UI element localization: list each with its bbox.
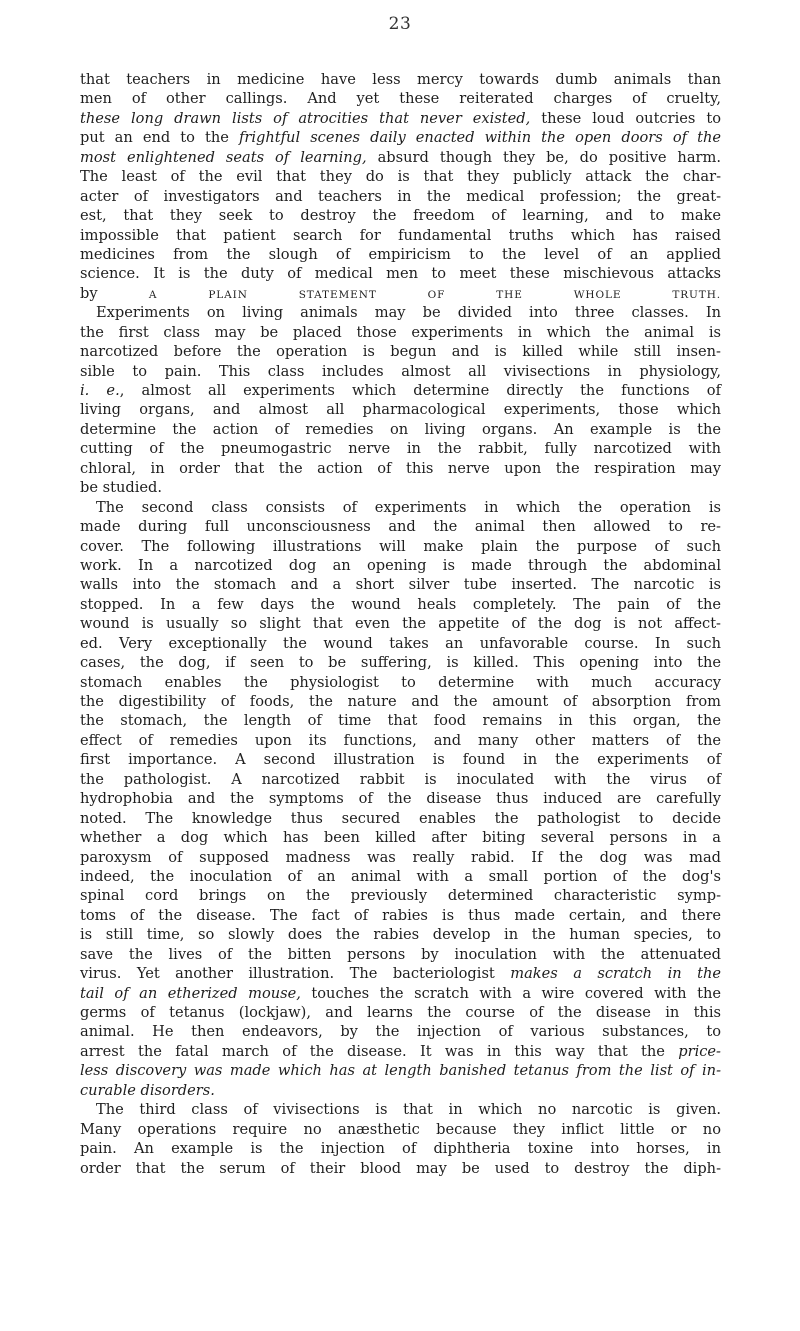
text-line	[80, 809, 721, 828]
text-run: these loud outcries to	[530, 109, 721, 127]
text-line	[80, 595, 721, 614]
text-run: paroxysm of supposed madness was really rabid. If the dog was mad	[80, 848, 721, 866]
text-line	[80, 1120, 721, 1139]
text-line	[80, 653, 721, 672]
text-line	[80, 89, 721, 108]
text-run: walls into the stomach and a short silver tube inserted. The narcotic is	[80, 576, 721, 594]
text-run: determine the action of remedies on living organs. An example is the	[80, 420, 721, 438]
text-run: touches the scratch with a wire covered with the	[300, 984, 721, 1002]
text-run: is still time, so slowly does the rabies develop in the human species, to	[80, 926, 721, 944]
italic-text: frightful scenes daily enacted within the open doors of the	[239, 129, 721, 147]
text-line	[80, 984, 721, 1003]
text-run: men of other callings. And yet these reiterated charges of cruelty,	[80, 90, 721, 108]
text-run: be studied.	[80, 479, 162, 497]
text-line	[80, 673, 721, 692]
text-run: noted. The knowledge thus secured enables the pathologist to decide	[80, 809, 721, 827]
text-run: made during full unconsciousness and the animal then allowed to re-	[80, 518, 721, 536]
text-run: pain. An example is the injection of diphtheria toxine into horses, in	[80, 1140, 721, 1158]
text-run: virus. Yet another illustration. The bacteriologist	[80, 965, 511, 983]
text-run: The least of the evil that they do is that they publicly attack the char-	[80, 168, 721, 186]
text-run: wound is usually so slight that even the appetite of the dog is not affect-	[80, 615, 721, 633]
text-line	[80, 1042, 721, 1061]
text-run: The second class consists of experiments in which the operation is	[96, 498, 721, 516]
text-line	[80, 459, 721, 478]
text-run: whether a dog which has been killed after biting several persons in a	[80, 829, 721, 847]
text-line	[80, 634, 721, 653]
text-line	[80, 323, 721, 342]
italic-text: most enlightened seats of learning,	[80, 148, 367, 166]
text-run: the stomach, the length of time that food remains in this organ, the	[80, 712, 721, 730]
text-line	[80, 1061, 721, 1080]
text-run: indeed, the inoculation of an animal with a small portion of the dog's	[80, 867, 721, 885]
text-line	[80, 439, 721, 458]
text-run: order that the serum of their blood may be used to destroy the diph-	[80, 1159, 721, 1177]
italic-text: curable disorders.	[80, 1081, 215, 1099]
text-line	[80, 148, 721, 167]
text-line	[80, 264, 721, 283]
text-line	[80, 167, 721, 186]
text-line	[80, 109, 721, 128]
text-run: impossible that patient search for fundamental truths which has raised	[80, 226, 721, 244]
text-run: germs of tetanus (lockjaw), and learns the course of the disease in this	[80, 1004, 721, 1021]
text-line	[80, 556, 721, 575]
text-line	[80, 303, 721, 322]
text-run: , almost all experiments which determine directly the functions of	[119, 382, 721, 399]
text-line	[80, 867, 721, 886]
text-line	[80, 206, 721, 225]
text-line	[80, 226, 721, 245]
text-line	[80, 400, 721, 419]
text-line	[80, 1081, 721, 1100]
text-line	[80, 1139, 721, 1158]
text-line	[80, 925, 721, 944]
text-line	[80, 362, 721, 381]
text-run: that teachers in medicine have less mercy towards dumb animals than	[80, 71, 721, 88]
text-run: Experiments on living animals may be divided into three classes. In	[96, 304, 721, 322]
italic-text: less discovery was made which has at length banished tetanus from the list of in-	[80, 1062, 721, 1080]
text-run: cutting of the pneumogastric nerve in the rabbit, fully narcotized with	[80, 440, 721, 458]
small-caps-text: A PLAIN STATEMENT OF THE WHOLE TRUTH.	[148, 288, 721, 301]
text-run: The third class of vivisections is that in which no narcotic is given.	[96, 1101, 721, 1119]
text-line	[80, 342, 721, 361]
text-line	[80, 498, 721, 517]
text-run: cases, the dog, if seen to be suffering, is killed. This opening into the	[80, 654, 721, 672]
italic-text: these long drawn lists of atrocities that never existed,	[80, 109, 531, 127]
text-line	[80, 1022, 721, 1041]
text-run: acter of investigators and teachers in the medical profession; the great-	[80, 187, 721, 205]
text-line	[80, 187, 721, 206]
text-run: medicines from the slough of empiricism to the level of an applied	[80, 245, 721, 263]
text-line	[80, 1100, 721, 1119]
text-line	[80, 692, 721, 711]
text-line	[80, 284, 721, 303]
text-line	[80, 128, 721, 147]
text-run: by	[80, 284, 149, 302]
text-line	[80, 886, 721, 905]
text-line	[80, 537, 721, 556]
text-run: narcotized before the operation is begun and is killed while still insen-	[80, 343, 721, 361]
text-line	[80, 245, 721, 264]
italic-text: price-	[678, 1042, 721, 1060]
text-run: ed. Very exceptionally the wound takes an unfavorable course. In such	[80, 634, 721, 652]
text-run: first importance. A second illustration is found in the experiments of	[80, 751, 721, 769]
text-run: sible to pain. This class includes almost all vivisections in physiology,	[80, 362, 721, 380]
text-line	[80, 731, 721, 750]
text-run: science. It is the duty of medical men to meet these mischievous attacks	[80, 265, 721, 283]
text-line	[80, 848, 721, 867]
text-run: effect of remedies upon its functions, and many other matters of the	[80, 731, 721, 749]
text-run: the first class may be placed those experiments in which the animal is	[80, 323, 721, 341]
text-line	[80, 789, 721, 808]
italic-text: tail of an etherized mouse,	[80, 984, 301, 1002]
page-number: 23	[388, 14, 412, 34]
text-run: stomach enables the physiologist to determine with much accuracy	[80, 673, 721, 691]
text-run: spinal cord brings on the previously determined characteristic symp-	[80, 887, 721, 905]
text-run: hydrophobia and the symptoms of the disease thus induced are carefully	[80, 790, 721, 808]
text-run: put an end to the	[80, 129, 239, 147]
text-run: cover. The following illustrations will make plain the purpose of such	[80, 537, 721, 555]
text-line	[80, 517, 721, 536]
text-line	[80, 614, 721, 633]
text-line	[80, 1159, 721, 1178]
text-line	[80, 381, 721, 400]
text-line	[80, 750, 721, 769]
text-run: toms of the disease. The fact of rabies is thus made certain, and there	[80, 906, 721, 924]
text-run: chloral, in order that the action of this nerve upon the respiration may	[80, 459, 721, 477]
text-line	[80, 420, 721, 439]
text-line	[80, 770, 721, 789]
text-line	[80, 575, 721, 594]
text-line	[80, 945, 721, 964]
text-run: save the lives of the bitten persons by inoculation with the attenuated	[80, 945, 721, 963]
text-line	[80, 711, 721, 730]
text-line	[80, 964, 721, 983]
italic-text: makes a scratch in the	[510, 965, 721, 983]
text-run: arrest the fatal march of the disease. It was in this way that the	[80, 1042, 679, 1060]
text-run: stopped. In a few days the wound heals completely. The pain of the	[80, 595, 721, 613]
italic-text: i. e.	[80, 382, 120, 399]
text-line	[80, 478, 721, 497]
text-run: est, that they seek to destroy the freedom of learning, and to make	[80, 207, 721, 225]
text-run: the pathologist. A narcotized rabbit is inoculated with the virus of	[80, 770, 721, 788]
text-run: living organs, and almost all pharmacological experiments, those which	[80, 401, 721, 419]
text-line	[80, 70, 721, 89]
text-run: the digestibility of foods, the nature and the amount of absorption from	[80, 693, 721, 710]
text-run: Many operations require no anæsthetic because they inflict little or no	[80, 1120, 721, 1138]
text-run: animal. He then endeavors, by the injection of various substances, to	[80, 1023, 721, 1041]
text-line	[80, 828, 721, 847]
text-line	[80, 1003, 721, 1022]
text-run: work. In a narcotized dog an opening is made through the abdominal	[80, 556, 721, 574]
text-line	[80, 906, 721, 925]
text-run: absurd though they be, do positive harm.	[366, 148, 721, 166]
body-text	[80, 70, 721, 1178]
